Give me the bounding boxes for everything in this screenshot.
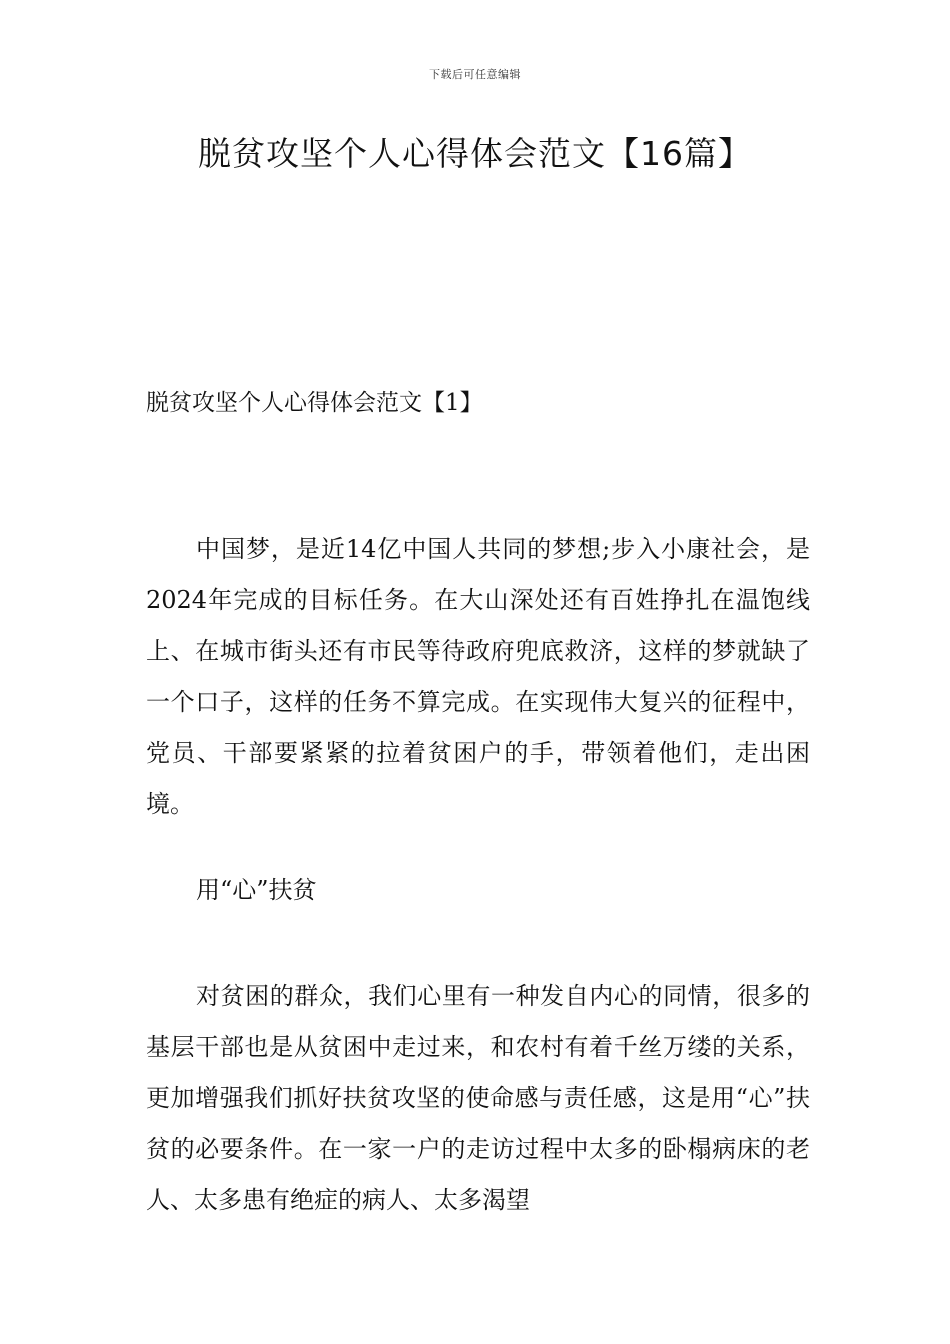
paragraph-2: 对贫困的群众，我们心里有一种发自内心的同情，很多的基层干部也是从贫困中走过来，和农村有着千丝万缕的关系，更加增强我们抓好扶贫攻坚的使命感与责任感，这是用“心”扶贫的必要条件。在一家一户的走访过程中太多的卧榻病床的老人、太多患有绝症的病人、太多渴望 xyxy=(146,982,810,1214)
document-title: 脱贫攻坚个人心得体会范文【16篇】 xyxy=(198,134,752,173)
subheading: 用“心”扶贫 xyxy=(196,876,317,904)
section-heading: 脱贫攻坚个人心得体会范文【1】 xyxy=(146,390,483,416)
paragraph-1: 中国梦，是近14亿中国人共同的梦想;步入小康社会，是2024年完成的目标任务。在大山深处还有百姓挣扎在温饱线上、在城市街头还有市民等待政府兜底救济，这样的梦就缺了一个口子，这样的任务不算完成。在实现伟大复兴的征程中，党员、干部要紧紧的拉着贫困户的手，带领着他们，走出困境。 xyxy=(146,535,810,818)
header-note: 下载后可任意编辑 xyxy=(429,68,521,81)
